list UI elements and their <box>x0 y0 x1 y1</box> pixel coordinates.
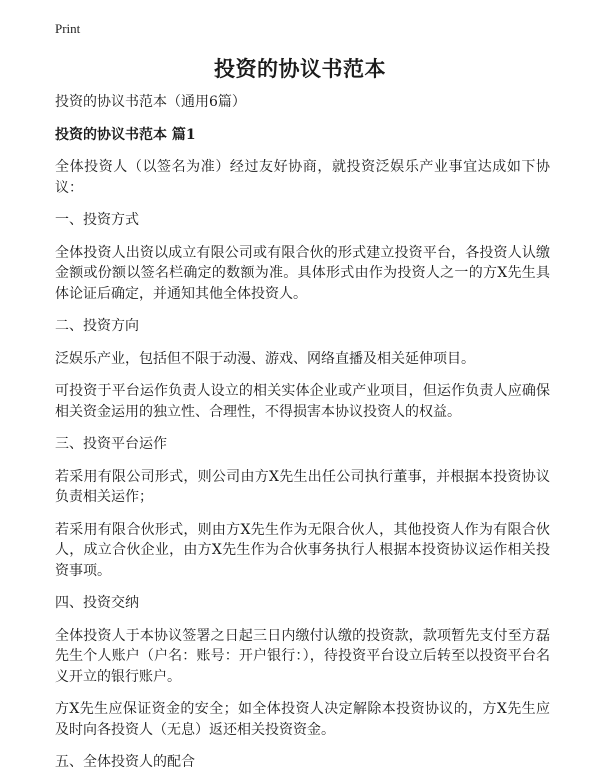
section-title: 投资的协议书范本 篇1 <box>55 126 196 143</box>
print-link[interactable]: Print <box>55 21 81 36</box>
paragraph: 可投资于平台运作负责人设立的相关实体企业或产业项目，但运作负责人应确保相关资金运用的独立性、合理性，不得损害本协议投资人的权益。 <box>55 383 550 420</box>
paragraph: 全体投资人出资以成立有限公司或有限合伙的形式建立投资平台，各投资人认缴金额或份额以签名栏确定的数额为准。具体形式由作为投资人之一的方X先生具体论证后确定，并通知其他全体投资人。 <box>55 244 550 302</box>
paragraph: 方X先生应保证资金的安全；如全体投资人决定解除本投资协议的，方X先生应及时向各投资人（无息）返还相关投资资金。 <box>55 701 550 738</box>
section-heading: 一、投资方式 <box>55 212 139 228</box>
paragraph: 全体投资人（以签名为准）经过友好协商，就投资泛娱乐产业事宜达成如下协议： <box>55 159 550 196</box>
document-body <box>55 92 550 776</box>
section-heading: 四、投资交纳 <box>55 595 139 611</box>
paragraph: 若采用有限公司形式，则公司由方X先生出任公司执行董事，并根据本投资协议负责相关运作； <box>55 468 550 505</box>
section-heading: 二、投资方向 <box>55 318 139 334</box>
document-title: 投资的协议书范本 <box>214 56 386 81</box>
document-subtitle: 投资的协议书范本（通用6篇） <box>55 94 246 110</box>
paragraph: 若采用有限合伙形式，则由方X先生作为无限合伙人，其他投资人作为有限合伙人，成立合伙企业，由方X先生作为合伙事务执行人根据本投资协议运作相关投资事项。 <box>55 521 550 579</box>
paragraph: 全体投资人于本协议签署之日起三日内缴付认缴的投资款，款项暂先支付至方磊先生个人账户（户名：账号：开户银行：），待投资平台设立后转至以投资平台名义开立的银行账户。 <box>55 627 550 685</box>
section-heading: 五、全体投资人的配合 <box>55 754 195 770</box>
paragraph: 泛娱乐产业，包括但不限于动漫、游戏、网络直播及相关延伸项目。 <box>55 350 475 367</box>
section-heading: 三、投资平台运作 <box>55 436 167 452</box>
